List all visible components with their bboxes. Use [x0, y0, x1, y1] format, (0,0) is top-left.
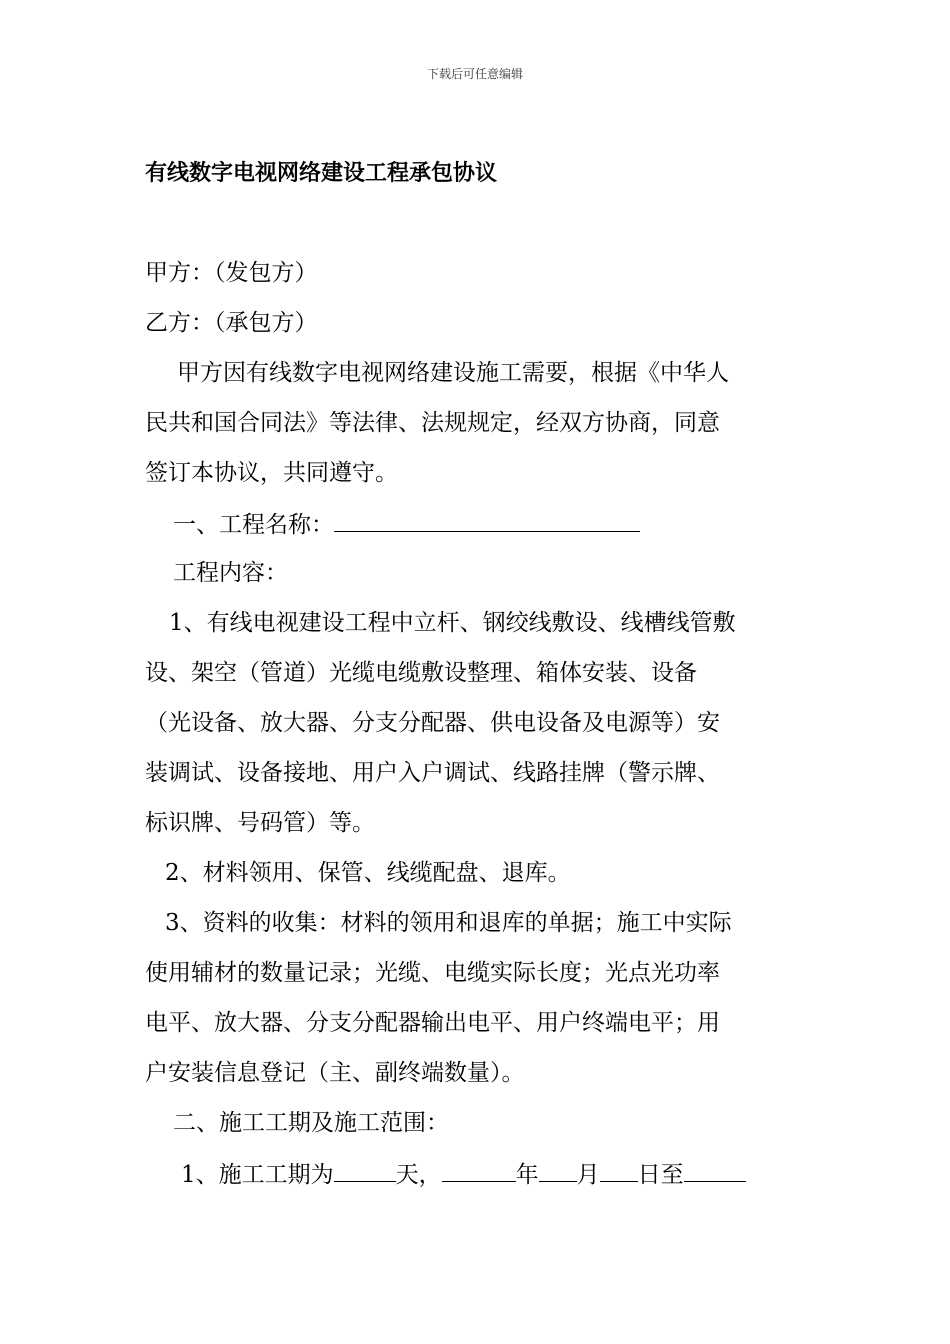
- month-label: 月: [576, 1162, 600, 1188]
- project-name-blank[interactable]: [334, 506, 640, 532]
- preamble-line-2: [145, 406, 805, 456]
- item1-line-5: 标识牌、号码管）等。: [145, 810, 375, 836]
- days-blank[interactable]: [334, 1156, 396, 1182]
- item3-line-4: 户安装信息登记（主、副终端数量）。: [145, 1060, 525, 1086]
- day-to-label: 日至: [637, 1162, 684, 1188]
- section-2-heading: 二、施工工期及施工范围：: [173, 1110, 449, 1136]
- preamble-line-3: 签订本协议，共同遵守。: [145, 460, 398, 486]
- document-title: 有线数字电视网络建设工程承包协议: [145, 161, 498, 186]
- document-body: [145, 256, 805, 1206]
- preamble-text-2: 民共和国合同法》等法律、法规规定，经双方协商，同意: [145, 410, 720, 436]
- section-2-item1-line: [145, 1156, 805, 1206]
- content-label: 工程内容：: [173, 560, 288, 586]
- item3-line-1: 3、资料的收集：材料的领用和退库的单据；施工中实际: [165, 910, 732, 936]
- year-label: 年: [515, 1162, 539, 1188]
- start-day-blank[interactable]: [600, 1156, 638, 1182]
- section-1-heading-line: [145, 506, 805, 556]
- days-label: 天，: [395, 1162, 442, 1188]
- item3-line-2: 使用辅材的数量记录；光缆、电缆实际长度；光点光功率: [145, 960, 720, 986]
- item1-line-1: 1、有线电视建设工程中立杆、钢绞线敷设、线槽线管敷: [169, 610, 736, 636]
- header-note: 下载后可任意编辑: [426, 67, 523, 81]
- party-b-line: 乙方：（承包方）: [145, 310, 318, 336]
- end-date-blank[interactable]: [684, 1156, 746, 1182]
- item1-line-4: 装调试、设备接地、用户入户调试、线路挂牌（警示牌、: [145, 760, 720, 786]
- preamble-line-1: 甲方因有线数字电视网络建设施工需要，根据《中华人: [177, 360, 729, 386]
- start-month-blank[interactable]: [539, 1156, 577, 1182]
- party-a-line: 甲方：（发包方）: [145, 260, 318, 286]
- item1-line-3: （光设备、放大器、分支分配器、供电设备及电源等）安: [145, 710, 720, 736]
- item2-line: 2、材料领用、保管、线缆配盘、退库。: [165, 860, 571, 886]
- item1-line-2: 设、架空（管道）光缆电缆敷设整理、箱体安装、设备: [145, 660, 697, 686]
- item3-line-3: 电平、放大器、分支分配器输出电平、用户终端电平；用: [145, 1010, 720, 1036]
- section-1-heading: 一、工程名称：: [173, 512, 334, 538]
- start-year-blank[interactable]: [442, 1156, 516, 1182]
- period-prefix: 1、施工工期为: [181, 1162, 334, 1188]
